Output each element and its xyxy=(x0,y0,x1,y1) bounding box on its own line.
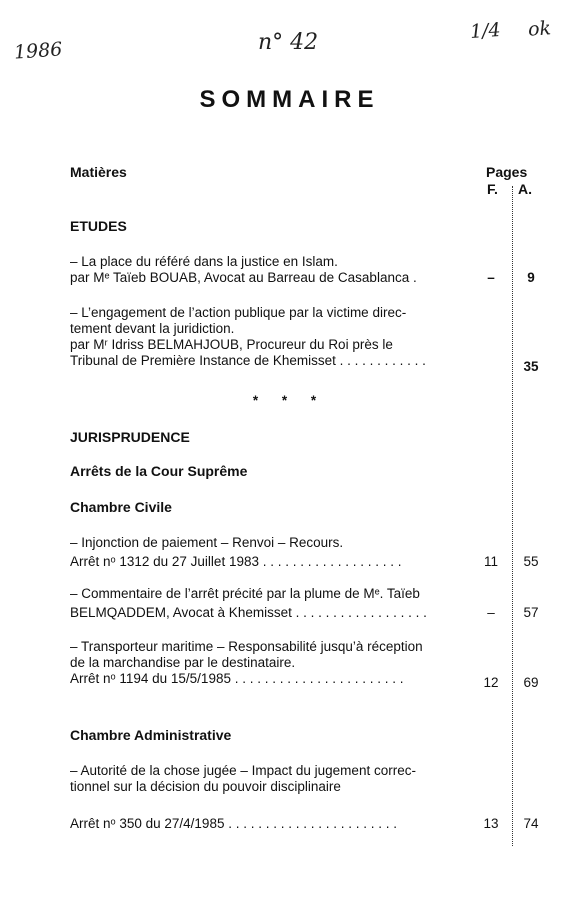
toc-line: – La place du référé dans la justice en Islam. xyxy=(70,254,338,269)
page-f: 11 xyxy=(483,554,498,569)
toc-line: par Mᵉ Taïeb BOUAB, Avocat au Barreau de Casablanca . xyxy=(70,270,417,285)
page-title: SOMMAIRE xyxy=(199,86,380,113)
toc-entry xyxy=(70,763,470,795)
toc-entry xyxy=(70,535,470,570)
page-f: – xyxy=(487,270,495,285)
column-header-f: F. xyxy=(487,181,498,197)
section-jurisprudence: JURISPRUDENCE xyxy=(70,429,190,445)
section-separator-stars: * * * xyxy=(252,393,327,408)
toc-line: par Mʳ Idriss BELMAHJOUB, Procureur du Roi près le xyxy=(70,337,393,352)
toc-line: – L’engagement de l’action publique par la victime direc- xyxy=(70,305,407,320)
page-f: – xyxy=(487,605,495,620)
page-a: 9 xyxy=(527,270,535,285)
column-separator xyxy=(512,186,513,846)
toc-entry xyxy=(70,305,470,369)
handwritten-ok: ok xyxy=(527,17,552,41)
column-header-pages: Pages xyxy=(486,164,528,180)
page-a: 55 xyxy=(523,554,539,569)
column-header-matieres: Matières xyxy=(70,164,127,180)
toc-entry xyxy=(70,639,470,687)
toc-line: – Commentaire de l’arrêt précité par la plume de Mᵉ. Taïeb xyxy=(70,586,420,601)
toc-line: – Transporteur maritime – Responsabilité jusqu’à réception xyxy=(70,639,423,654)
column-header-a: A. xyxy=(518,181,532,197)
toc-line: Arrêt nᵒ 1194 du 15/5/1985 . . . . . . . . . . . . . . . . . . . . . . . xyxy=(70,671,404,686)
page-a: 74 xyxy=(523,816,539,831)
toc-line: Arrêt nᵒ 1312 du 27 Juillet 1983 . . . . . . . . . . . . . . . . . . . xyxy=(70,554,402,569)
handwritten-issue-number: n° 42 xyxy=(258,30,319,55)
page-f: 13 xyxy=(483,816,499,831)
toc-line: de la marchandise par le destinataire. xyxy=(70,655,296,670)
page-a: 35 xyxy=(523,359,539,374)
toc-line: tement devant la juridiction. xyxy=(70,321,235,336)
toc-line: – Autorité de la chose jugée – Impact du jugement correc- xyxy=(70,763,416,778)
toc-line: Arrêt nᵒ 350 du 27/4/1985 . . . . . . . . . . . . . . . . . . . . . . . xyxy=(70,816,397,831)
toc-line: Tribunal de Première Instance de Khemisset . . . . . . . . . . . . xyxy=(70,353,426,368)
page-a: 69 xyxy=(523,675,539,690)
toc-entry xyxy=(70,254,470,286)
toc-entry xyxy=(70,816,470,832)
toc-entry xyxy=(70,586,470,621)
toc-line: – Injonction de paiement – Renvoi – Recours. xyxy=(70,535,344,550)
toc-line: tionnel sur la décision du pouvoir disciplinaire xyxy=(70,779,341,794)
page-f: 12 xyxy=(483,675,499,690)
subsection-arrets: Arrêts de la Cour Suprême xyxy=(70,463,248,479)
subsection-chambre-administrative: Chambre Administrative xyxy=(70,727,232,743)
toc-line: BELMQADDEM, Avocat à Khemisset . . . . . . . . . . . . . . . . . . xyxy=(70,605,427,620)
handwritten-fraction: 1/4 xyxy=(469,18,502,44)
page-a: 57 xyxy=(523,605,539,620)
subsection-chambre-civile: Chambre Civile xyxy=(70,499,172,515)
section-etudes: ETUDES xyxy=(70,218,127,234)
handwritten-year: 1986 xyxy=(13,38,64,64)
